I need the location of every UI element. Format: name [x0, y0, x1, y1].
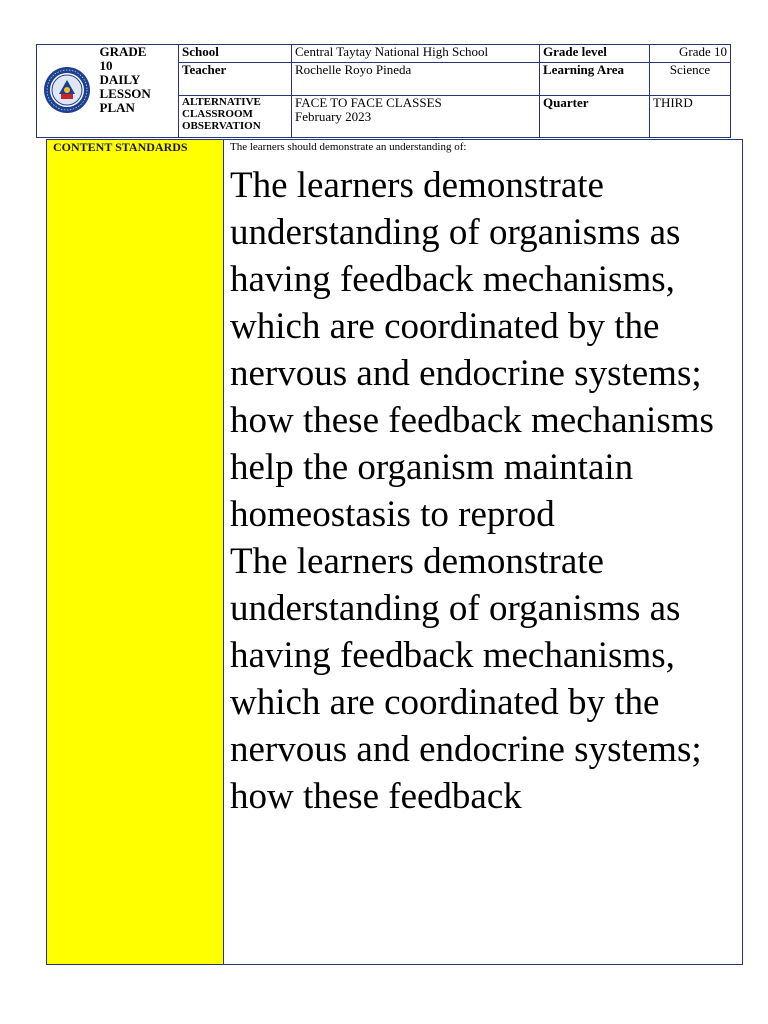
deped-seal-icon: [43, 66, 91, 114]
content-standards-body: [224, 140, 742, 964]
observation-label: ALTERNATIVE CLASSROOM OBSERVATION: [179, 96, 292, 138]
session-line-1: FACE TO FACE CLASSES: [295, 95, 442, 110]
standards-paragraph: The learners demonstrate understanding of organisms as having feedback mechanisms, which are coordinated by the nervous and endocrine systems; how these feedback: [230, 541, 702, 817]
quarter-label: Quarter: [540, 96, 650, 138]
quarter-value: THIRD: [650, 96, 731, 138]
teacher-value: Rochelle Royo Pineda: [292, 63, 540, 96]
teacher-label: Teacher: [179, 63, 292, 96]
content-standards-label: CONTENT STANDARDS: [53, 140, 188, 154]
header-table: [36, 44, 731, 138]
learning-area-label: Learning Area: [540, 63, 650, 96]
standards-text: [230, 162, 730, 820]
logo-cell: [37, 45, 97, 138]
session-info: [292, 96, 540, 138]
school-label: School: [179, 45, 292, 63]
content-standards-label-cell: [47, 140, 224, 964]
plan-title: GRADE 10 DAILY LESSON PLAN: [97, 45, 179, 138]
standards-paragraph: The learners demonstrate understanding of organisms as having feedback mechanisms, which are coordinated by the nervous and endocrine systems; how these feedback mechanisms help the organism maintain homeostasis to reprod: [230, 165, 714, 535]
intro-text: The learners should demonstrate an understanding of:: [230, 141, 467, 153]
session-line-2: February 2023: [295, 109, 372, 124]
grade-level-label: Grade level: [540, 45, 650, 63]
learning-area-value: Science: [650, 63, 731, 96]
grade-level-value: Grade 10: [650, 45, 731, 63]
content-standards-table: [46, 139, 743, 965]
school-value: Central Taytay National High School: [292, 45, 540, 63]
